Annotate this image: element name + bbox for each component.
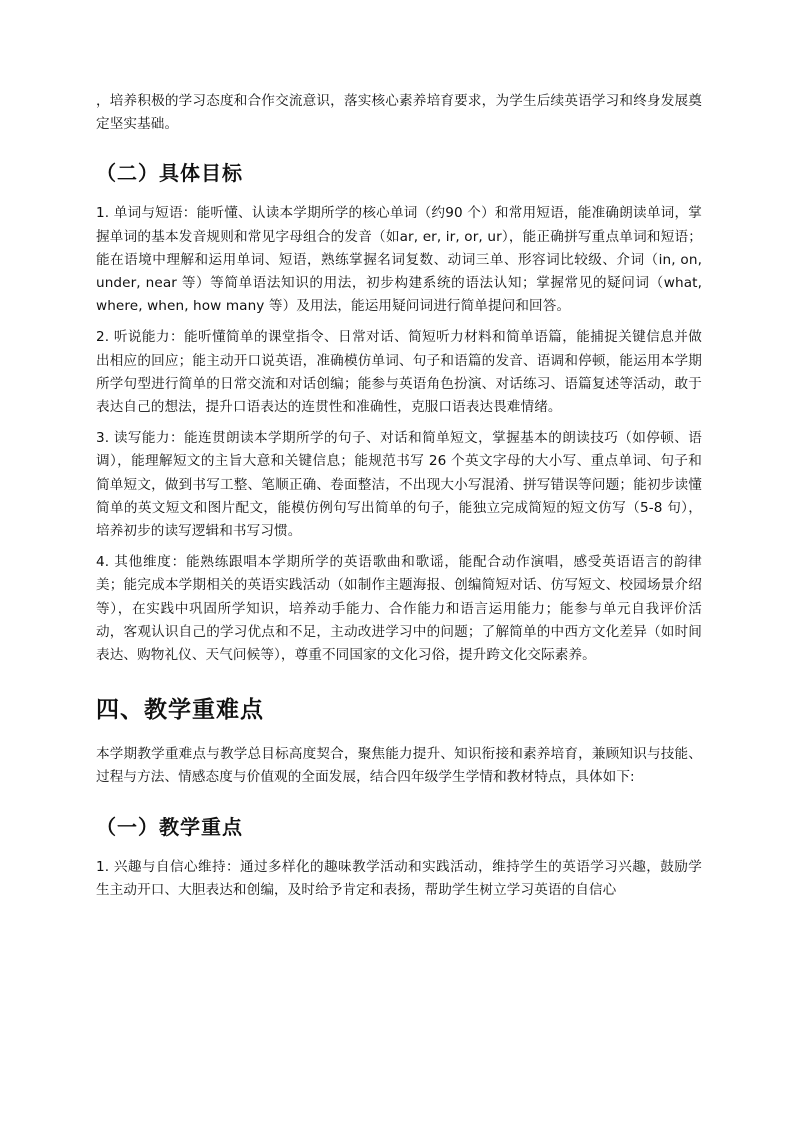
focus-item-interest: 1. 兴趣与自信心维持：通过多样化的趣味教学活动和实践活动，维持学生的英语学习兴趣，鼓励学生主动开口、大胆表达和创编，及时给予肯定和表扬，帮助学生树立学习英语的自信心	[96, 858, 702, 898]
key-points-intro: 本学期教学重难点与教学总目标高度契合，聚焦能力提升、知识衔接和素养培育，兼顾知识与技能、过程与方法、情感态度与价值观的全面发展，结合四年级学生学情和教材特点，具体如下:	[96, 746, 702, 786]
teaching-focus-heading: （一）教学重点	[96, 814, 243, 839]
document-content	[96, 90, 702, 910]
goal-item-listening-speaking: 2. 听说能力：能听懂简单的课堂指令、日常对话、简短听力材料和简单语篇，能捕捉关键信息并做出相应的回应；能主动开口说英语，准确模仿单词、句子和语篇的发音、语调和停顿，能运用本学期所学句型进行简单的日常交流和对话创编；能参与英语角色扮演、对话练习、语篇复述等活动，敢于表达自己的想法，提升口语表达的连贯性和准确性，克服口语表达畏难情绪。	[96, 329, 702, 416]
specific-goals-heading: （二）具体目标	[96, 161, 243, 186]
goal-item-vocabulary: 1. 单词与短语：能听懂、认读本学期所学的核心单词（约90 个）和常用短语，能准确朗读单词，掌握单词的基本发音规则和常见字母组合的发音（如ar, er, ir, or, ur），能正确拼写重点单词和短语；能在语境中理解和运用单词、短语，熟练掌握名词复数、动词三单、形容词比较级、介词（in, on, under, near 等）等简单语法知识的用法，初步构建系统的语法认知；掌握常见的疑问词（what, where, when, how many 等）及用法，能运用疑问词进行简单提问和回答。	[96, 205, 702, 315]
key-points-heading: 四、教学重难点	[96, 697, 264, 724]
goal-item-reading-writing: 3. 读写能力：能连贯朗读本学期所学的句子、对话和简单短文，掌握基本的朗读技巧（如停顿、语调），能理解短文的主旨大意和关键信息；能规范书写 26 个英文字母的大小写、重点单词、句子和简单短文，做到书写工整、笔顺正确、卷面整洁，不出现大小写混淆、拼写错误等问题；能初步读懂简单的英文短文和图片配文，能模仿例句写出简单的句子，能独立完成简短的短文仿写（5-8 句），培养初步的读写逻辑和书写习惯。	[96, 430, 702, 540]
goal-item-other: 4. 其他维度：能熟练跟唱本学期所学的英语歌曲和歌谣，能配合动作演唱，感受英语语言的韵律美；能完成本学期相关的英语实践活动（如制作主题海报、创编简短对话、仿写短文、校园场景介绍等），在实践中巩固所学知识，培养动手能力、合作能力和语言运用能力；能参与单元自我评价活动，客观认识自己的学习优点和不足，主动改进学习中的问题；了解简单的中西方文化差异（如时间表达、购物礼仪、天气问候等），尊重不同国家的文化习俗，提升跨文化交际素养。	[96, 554, 702, 664]
intro-paragraph: ，培养积极的学习态度和合作交流意识，落实核心素养培育要求，为学生后续英语学习和终身发展奠定坚实基础。	[96, 93, 702, 133]
